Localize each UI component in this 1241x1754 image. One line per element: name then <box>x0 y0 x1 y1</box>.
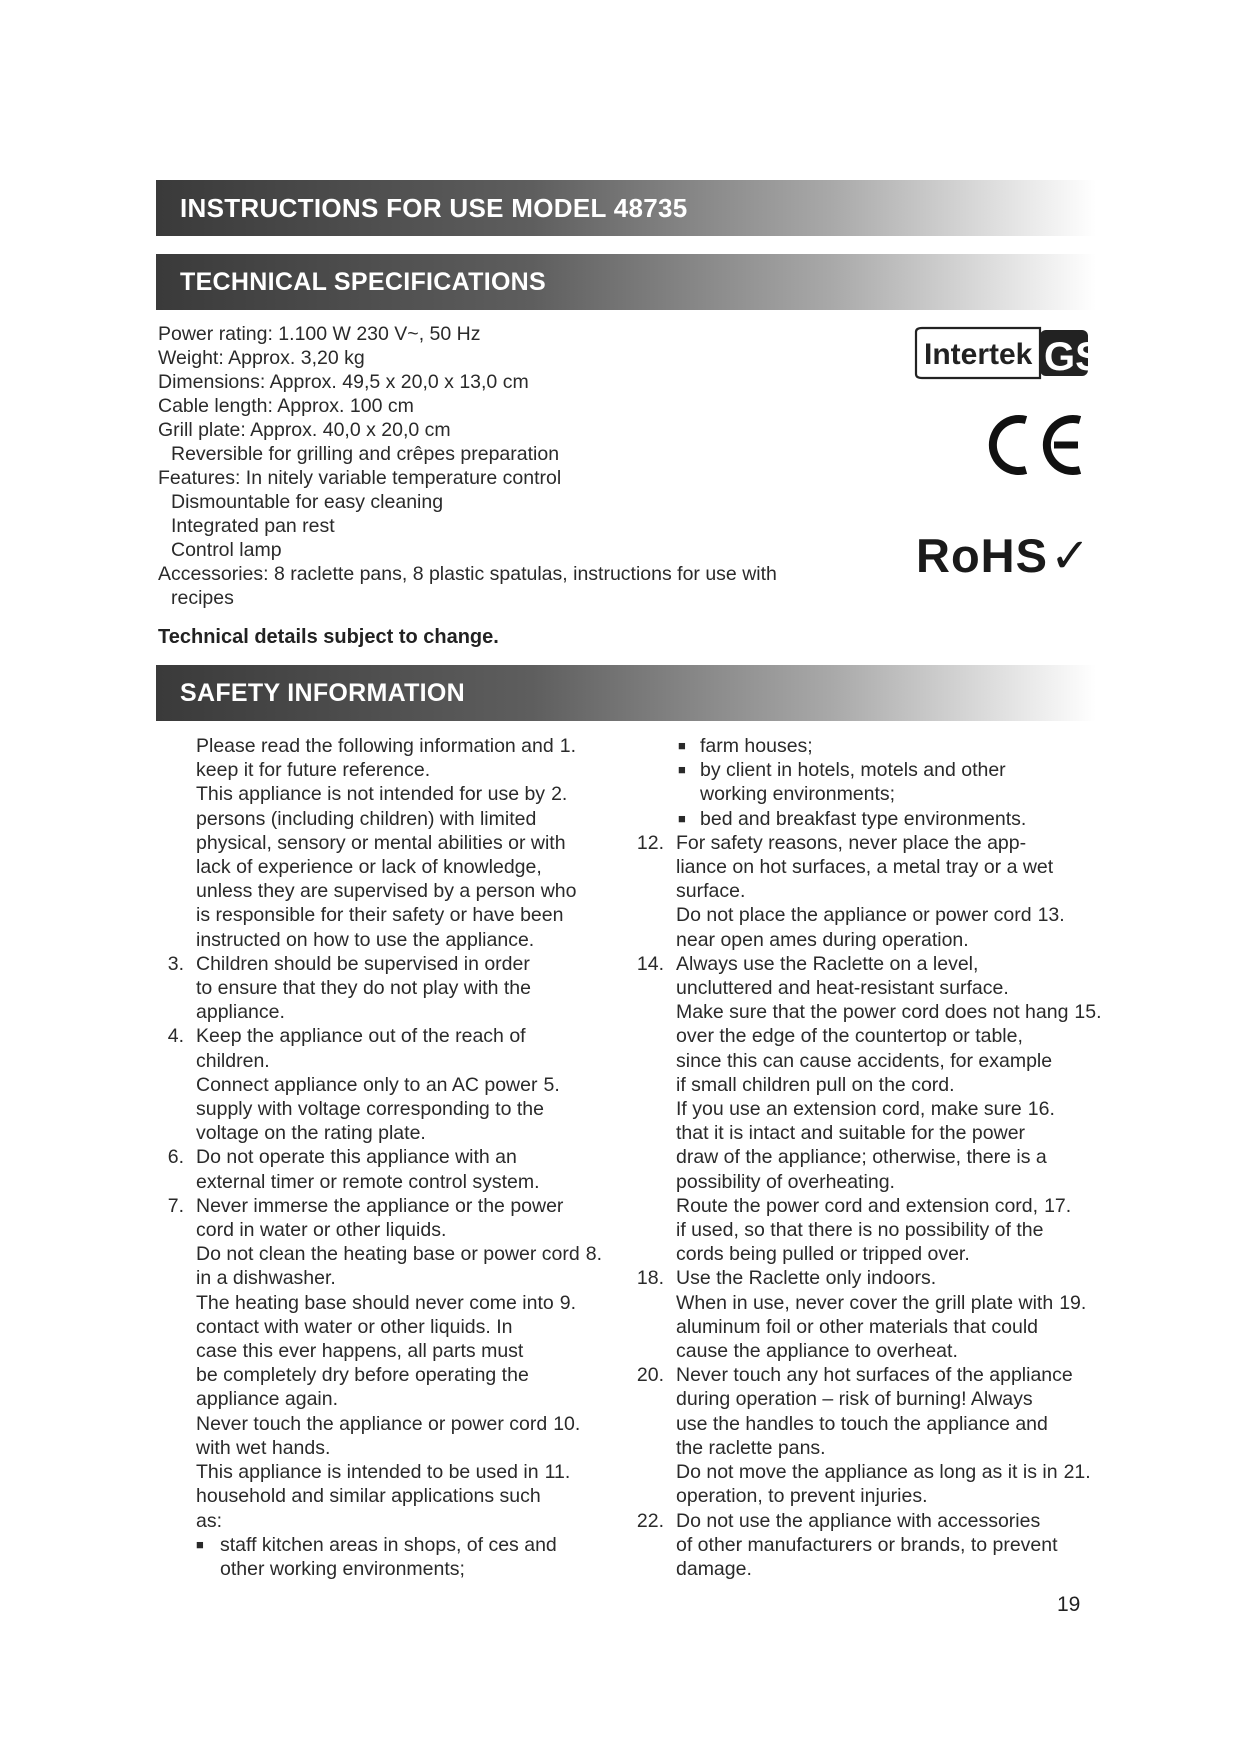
safety-line <box>156 1073 666 1097</box>
rohs-mark <box>916 528 1091 584</box>
safety-line <box>156 1387 666 1411</box>
item-text: draw of the appliance; otherwise, there is a <box>676 1146 1047 1169</box>
item-text: appliance again. <box>196 1388 339 1411</box>
safety-line <box>156 1436 666 1460</box>
safety-left-column <box>156 734 666 1581</box>
document-title: INSTRUCTIONS FOR USE MODEL 48735 <box>180 192 688 223</box>
item-number-trailing: 10. <box>553 1412 581 1435</box>
safety-line <box>636 1315 1152 1339</box>
item-text: Never touch any hot surfaces of the appliance <box>676 1364 1073 1387</box>
item-text: appliance. <box>196 1001 285 1024</box>
safety-line <box>636 1049 1152 1073</box>
item-text: supply with voltage corresponding to the <box>196 1098 544 1121</box>
bullet-square-icon: ■ <box>196 1536 204 1552</box>
safety-line <box>156 1266 666 1290</box>
safety-line <box>636 1484 1152 1508</box>
safety-line <box>636 903 1152 927</box>
item-text: Do not clean the heating base or power cord <box>196 1243 580 1266</box>
item-text: case this ever happens, all parts must <box>196 1340 524 1363</box>
item-text: When in use, never cover the grill plate with <box>676 1291 1054 1314</box>
item-number: 20. <box>636 1364 664 1387</box>
safety-line <box>156 1315 666 1339</box>
item-number: 14. <box>636 952 664 975</box>
item-text: contact with water or other liquids. In <box>196 1315 513 1338</box>
safety-line <box>156 1242 666 1266</box>
spec-feature-control-lamp: Control lamp <box>171 539 282 561</box>
intertek-logo-text: Intertek <box>924 338 1033 371</box>
intertek-gs-logo <box>912 324 1102 382</box>
item-text: to ensure that they do not play with the <box>196 977 531 1000</box>
item-text: This appliance is not intended for use by <box>196 783 546 806</box>
check-icon: ✓ <box>1049 530 1092 583</box>
item-text: that it is intact and suitable for the power <box>676 1122 1026 1145</box>
spec-cable-length: Cable length: Approx. 100 cm <box>158 395 414 417</box>
item-text: unless they are supervised by a person who <box>196 880 577 903</box>
item-number-trailing: 5. <box>543 1073 560 1096</box>
item-text: Do not operate this appliance with an <box>196 1146 517 1169</box>
bullet-square-icon: ■ <box>678 738 686 753</box>
item-text: possibility of overheating. <box>676 1170 895 1193</box>
spec-weight: Weight: Approx. 3,20 kg <box>158 347 365 369</box>
safety-line <box>156 952 666 976</box>
item-text: damage. <box>676 1557 752 1580</box>
item-text: household and similar applications such <box>196 1485 541 1508</box>
safety-line <box>156 1024 666 1048</box>
item-text: lack of experience or lack of knowledge, <box>196 856 542 879</box>
item-text: since this can cause accidents, for example <box>676 1049 1053 1072</box>
item-text: Always use the Raclette on a level, <box>676 952 979 975</box>
technical-specifications-banner <box>156 254 1096 310</box>
safety-line <box>156 1412 666 1436</box>
safety-line <box>156 831 666 855</box>
item-text: Use the Raclette only indoors. <box>676 1267 937 1290</box>
spec-feature-pan-rest: Integrated pan rest <box>171 515 335 537</box>
bullet-item <box>636 734 1152 758</box>
safety-line <box>156 734 666 758</box>
safety-line <box>156 903 666 927</box>
item-text: If you use an extension cord, make sure <box>676 1098 1022 1121</box>
item-text: external timer or remote control system. <box>196 1170 540 1193</box>
spec-power: Power rating: 1.100 W 230 V~, 50 Hz <box>158 323 481 345</box>
bullet-text: working environments; <box>700 783 896 806</box>
item-text: if small children pull on the cord. <box>676 1073 955 1096</box>
spec-accessories: Accessories: 8 raclette pans, 8 plastic spatulas, instructions for use with <box>158 563 777 585</box>
item-text: voltage on the rating plate. <box>196 1122 426 1145</box>
spec-features: Features: In nitely variable temperature control <box>158 467 562 489</box>
spec-grill-plate: Grill plate: Approx. 40,0 x 20,0 cm <box>158 419 451 441</box>
safety-line <box>156 758 666 782</box>
safety-line <box>636 952 1152 976</box>
item-text: Do not place the appliance or power cord <box>676 904 1032 927</box>
item-text: operation, to prevent injuries. <box>676 1485 928 1508</box>
item-number: 18. <box>636 1267 664 1290</box>
item-text: near open ames during operation. <box>676 928 969 951</box>
item-text: of other manufacturers or brands, to prevent <box>676 1533 1058 1556</box>
spec-dimensions: Dimensions: Approx. 49,5 x 20,0 x 13,0 cm <box>158 371 529 393</box>
safety-line <box>156 1097 666 1121</box>
item-number-trailing: 8. <box>585 1243 603 1266</box>
ce-mark <box>982 412 1090 478</box>
safety-line <box>636 1412 1152 1436</box>
safety-line <box>156 879 666 903</box>
safety-line <box>156 1509 666 1533</box>
item-number-trailing: 19. <box>1059 1291 1087 1314</box>
bullet-text: by client in hotels, motels and other <box>700 759 1006 782</box>
safety-line <box>156 782 666 806</box>
safety-line <box>636 1509 1152 1533</box>
bullet-square-icon: ■ <box>678 762 686 778</box>
safety-line <box>636 1000 1152 1024</box>
item-text: Make sure that the power cord does not hang <box>676 1001 1069 1024</box>
safety-line <box>156 1291 666 1315</box>
item-text: if used, so that there is no possibility of the <box>676 1219 1044 1242</box>
item-text: with wet hands. <box>196 1436 331 1459</box>
bullet-text: farm houses; <box>700 735 813 757</box>
item-text: persons (including children) with limited <box>196 807 537 830</box>
safety-line <box>156 1194 666 1218</box>
item-text: in a dishwasher. <box>196 1267 336 1290</box>
item-number-trailing: 16. <box>1027 1098 1055 1121</box>
safety-line <box>156 1145 666 1169</box>
item-text: This appliance is intended to be used in <box>196 1461 539 1484</box>
spec-grill-note: Reversible for grilling and crêpes preparation <box>171 443 560 465</box>
bullet-text: other working environments; <box>220 1557 465 1580</box>
item-text: The heating base should never come into <box>196 1291 554 1314</box>
item-number: 12. <box>636 831 664 854</box>
item-text: Never immerse the appliance or the power <box>196 1194 564 1217</box>
safety-line <box>636 1121 1152 1145</box>
safety-line <box>156 1170 666 1194</box>
safety-line <box>636 1024 1152 1048</box>
safety-line <box>636 1097 1152 1121</box>
safety-line <box>636 1242 1152 1266</box>
item-number-trailing: 13. <box>1037 904 1065 927</box>
item-number: 3. <box>167 952 184 975</box>
bullet-item <box>636 807 1152 831</box>
spec-accessories-cont: recipes <box>171 587 234 609</box>
item-text: liance on hot surfaces, a metal tray or a wet <box>676 856 1054 879</box>
technical-specifications-heading: TECHNICAL SPECIFICATIONS <box>180 267 547 296</box>
safety-information-heading: SAFETY INFORMATION <box>180 678 466 707</box>
item-text: use the handles to touch the appliance and <box>676 1412 1048 1435</box>
item-number-trailing: 11. <box>544 1461 571 1484</box>
item-text: Please read the following information and <box>196 735 554 757</box>
item-text: over the edge of the countertop or table, <box>676 1025 1023 1048</box>
safety-line <box>156 1218 666 1242</box>
safety-line <box>156 855 666 879</box>
safety-line <box>156 1121 666 1145</box>
safety-line <box>636 1073 1152 1097</box>
item-text: Do not use the appliance with accessories <box>676 1509 1041 1532</box>
item-text: cords being pulled or tripped over. <box>676 1243 970 1266</box>
safety-line <box>636 1533 1152 1557</box>
item-number-trailing: 1. <box>559 735 576 757</box>
safety-line <box>636 831 1152 855</box>
item-text: physical, sensory or mental abilities or with <box>196 831 566 854</box>
safety-line <box>636 1194 1152 1218</box>
safety-line <box>156 1484 666 1508</box>
item-text: children. <box>196 1049 270 1072</box>
safety-line <box>636 1460 1152 1484</box>
safety-line <box>636 1387 1152 1411</box>
item-text: the raclette pans. <box>676 1436 826 1459</box>
bullet-item <box>156 1533 666 1557</box>
specifications-list <box>158 322 878 610</box>
safety-line <box>636 1436 1152 1460</box>
item-text: keep it for future reference. <box>196 759 431 782</box>
item-text: be completely dry before operating the <box>196 1364 529 1387</box>
item-number: 7. <box>167 1194 184 1217</box>
item-text: is responsible for their safety or have been <box>196 904 564 927</box>
bullet-square-icon: ■ <box>678 810 686 826</box>
bullet-item <box>636 758 1152 782</box>
item-text: Keep the appliance out of the reach of <box>196 1025 526 1048</box>
item-text: uncluttered and heat-resistant surface. <box>676 977 1009 1000</box>
item-number-trailing: 9. <box>559 1291 576 1314</box>
item-text: Children should be supervised in order <box>196 952 530 975</box>
item-number: 22. <box>636 1509 664 1532</box>
safety-line <box>156 807 666 831</box>
bullet-text: bed and breakfast type environments. <box>700 807 1027 830</box>
safety-information-banner <box>156 665 1096 721</box>
item-number-trailing: 15. <box>1074 1001 1102 1024</box>
safety-line <box>636 976 1152 1000</box>
item-number-trailing: 21. <box>1063 1461 1091 1484</box>
safety-line <box>636 1363 1152 1387</box>
safety-line <box>636 1170 1152 1194</box>
technical-note: Technical details subject to change. <box>158 626 499 648</box>
item-text: cause the appliance to overheat. <box>676 1340 958 1363</box>
item-text: Connect appliance only to an AC power <box>196 1073 538 1096</box>
item-text: surface. <box>676 880 746 903</box>
item-number: 6. <box>167 1146 184 1169</box>
safety-line <box>636 855 1152 879</box>
safety-line <box>156 1339 666 1363</box>
safety-line <box>156 1000 666 1024</box>
safety-line <box>156 1363 666 1387</box>
item-text: instructed on how to use the appliance. <box>196 928 535 951</box>
safety-line <box>636 879 1152 903</box>
rohs-text: RoHS <box>916 529 1048 582</box>
safety-line <box>156 928 666 952</box>
item-text: Never touch the appliance or power cord <box>196 1412 548 1435</box>
bullet-text: staff kitchen areas in shops, of ces and <box>220 1533 557 1556</box>
safety-line <box>156 976 666 1000</box>
safety-line <box>636 928 1152 952</box>
gs-logo-text: GS <box>1044 335 1102 379</box>
safety-line <box>156 1460 666 1484</box>
item-text: For safety reasons, never place the app- <box>676 831 1027 854</box>
item-text: aluminum foil or other materials that could <box>676 1315 1038 1338</box>
item-text: Route the power cord and extension cord, <box>676 1194 1039 1217</box>
safety-line <box>636 1291 1152 1315</box>
item-text: as: <box>196 1509 223 1532</box>
safety-line <box>156 1049 666 1073</box>
item-text: during operation – risk of burning! Always <box>676 1388 1033 1411</box>
safety-line <box>636 1557 1152 1581</box>
spec-feature-dismountable: Dismountable for easy cleaning <box>171 491 444 513</box>
safety-right-column <box>636 734 1152 1581</box>
safety-line <box>636 1145 1152 1169</box>
safety-line <box>636 1339 1152 1363</box>
document-title-banner <box>156 180 1096 236</box>
bullet-item <box>156 1557 666 1581</box>
item-number-trailing: 17. <box>1044 1194 1072 1217</box>
item-number: 4. <box>167 1025 184 1048</box>
safety-line <box>636 1266 1152 1290</box>
safety-line <box>636 1218 1152 1242</box>
item-text: Do not move the appliance as long as it is in <box>676 1461 1058 1484</box>
item-number-trailing: 2. <box>551 783 568 806</box>
bullet-item <box>636 782 1152 806</box>
item-text: cord in water or other liquids. <box>196 1219 447 1242</box>
page-number: 19 <box>1057 1593 1081 1616</box>
